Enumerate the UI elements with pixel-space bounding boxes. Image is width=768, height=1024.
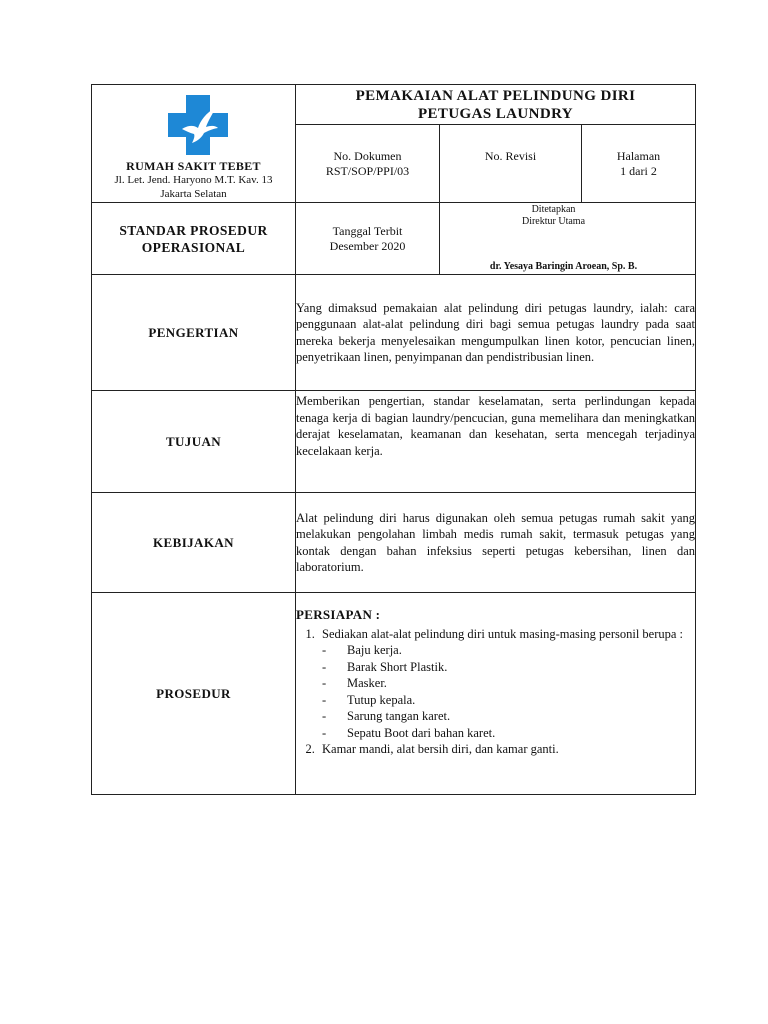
approval-established-label: Ditetapkan: [531, 204, 576, 215]
issue-date-value: Desember 2020: [329, 238, 406, 253]
sop-label-cell: [92, 203, 296, 275]
sop-table: [91, 84, 696, 795]
revision-label: No. Revisi: [484, 149, 537, 163]
document-number-label: No. Dokumen: [333, 148, 402, 163]
hospital-identity: [92, 85, 296, 203]
prosedur-step-2: 2. Kamar mandi, alat bersih diri, dan kamar ganti.: [318, 741, 695, 758]
document-number-cell: [296, 125, 440, 203]
prosedur-step-1-text: Sediakan alat-alat pelindung diri untuk masing-masing personil berupa :: [322, 626, 684, 641]
sop-document: [91, 84, 695, 795]
prosedur-steps: [296, 626, 695, 758]
kebijakan-text: Alat pelindung diri harus digunakan oleh semua petugas rumah sakit yang melakukan pengolahan limbah medis rumah sakit, termasuk petugas yang kontak dengan bahan infeksius seperti petugas kebersihan, linen dan laboratorium.: [296, 493, 696, 593]
cross-dove-logo-icon: [168, 95, 228, 155]
hospital-address-line2: Jakarta Selatan: [160, 188, 227, 200]
prosedur-step-1: [318, 626, 695, 742]
approval-header: [440, 203, 695, 228]
hospital-address: [92, 173, 295, 201]
hospital-address-line1: Jl. Let. Jend. Haryono M.T. Kav. 13: [114, 174, 273, 186]
revision-cell: [440, 125, 582, 203]
page-cell: [582, 125, 696, 203]
page-label: Halaman: [616, 148, 661, 163]
issue-date-cell: [296, 203, 440, 275]
signatory-name: dr. Yesaya Baringin Aroean, Sp. B.: [489, 261, 638, 272]
equipment-item: - Baju kerja.: [322, 642, 695, 659]
pengertian-text: Yang dimaksud pemakaian alat pelindung diri petugas laundry, ialah: cara penggunaan alat-alat pelindung diri bagi semua petugas laundry pada saat mereka bekerja menyelesaikan mengumpulkan linen kotor, pencucian linen, penyetrikaan linen, penyimpanan dan pendistribusian linen.: [296, 275, 696, 391]
document-number-value: RST/SOP/PPI/03: [325, 163, 410, 178]
equipment-item: - Sarung tangan karet.: [322, 708, 695, 725]
document-title-line2: PETUGAS LAUNDRY: [417, 105, 574, 122]
equipment-item: - Masker.: [322, 675, 695, 692]
equipment-item: - Sepatu Boot dari bahan karet.: [322, 725, 695, 742]
equipment-list: [322, 642, 695, 741]
issue-date-label: Tanggal Terbit: [332, 223, 403, 238]
document-title: [296, 85, 696, 125]
equipment-item: - Barak Short Plastik.: [322, 659, 695, 676]
approval-role: Direktur Utama: [521, 216, 586, 227]
prosedur-heading: PERSIAPAN :: [296, 607, 381, 622]
approval-cell: [440, 203, 696, 275]
tujuan-label: TUJUAN: [92, 391, 296, 493]
sop-label-line2: OPERASIONAL: [141, 239, 246, 255]
pengertian-label: PENGERTIAN: [92, 275, 296, 391]
kebijakan-label: KEBIJAKAN: [92, 493, 296, 593]
prosedur-content: [296, 593, 696, 795]
tujuan-text: Memberikan pengertian, standar keselamatan, serta perlindungan kepada tenaga kerja di bagian laundry/pencucian, guna memelihara dan meningkatkan derajat keselamatan, keamanan dan kesehatan, serta mencegah terjadinya kecelakaan kerja.: [296, 391, 696, 493]
sop-label-line1: STANDAR PROSEDUR: [119, 222, 268, 238]
equipment-item: - Tutup kepala.: [322, 692, 695, 709]
prosedur-label: PROSEDUR: [92, 593, 296, 795]
document-title-line1: PEMAKAIAN ALAT PELINDUNG DIRI: [355, 87, 636, 104]
hospital-name: RUMAH SAKIT TEBET: [126, 159, 261, 173]
page-value: 1 dari 2: [620, 163, 657, 178]
